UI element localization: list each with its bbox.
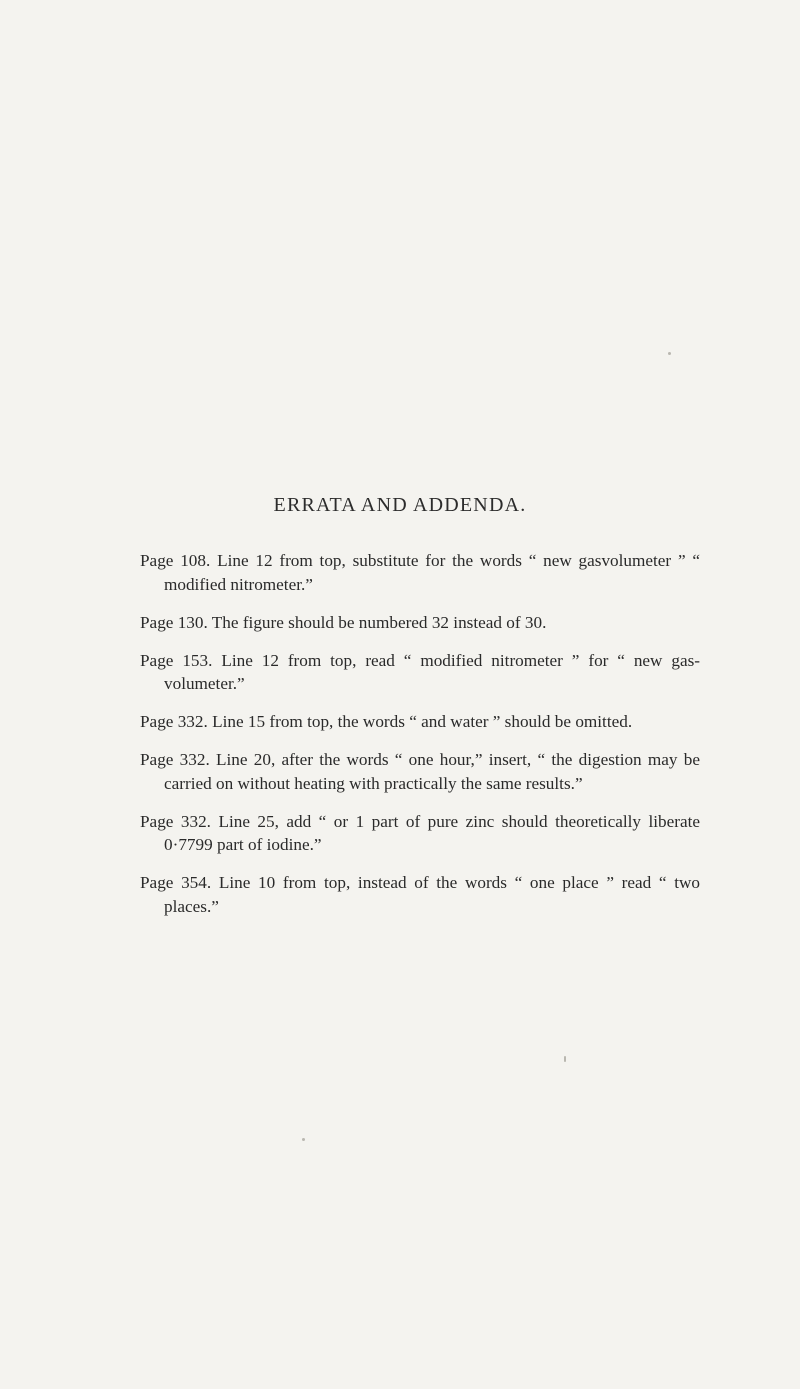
entry-page-ref: Page 332. bbox=[140, 811, 211, 831]
entry-text: Line 15 from top, the words “ and water ” should be omitted. bbox=[212, 712, 633, 731]
entry-page-ref: Page 153. bbox=[140, 650, 213, 670]
errata-entry bbox=[140, 611, 700, 635]
entry-page-ref: Page 130. bbox=[140, 612, 208, 632]
entry-page-ref: Page 108. bbox=[140, 551, 211, 570]
paper-speck bbox=[564, 1056, 566, 1062]
entry-text: Line 12 from top, read “ modified nitrometer ” for “ new gas-volumeter.” bbox=[164, 650, 701, 693]
entry-text: Line 25, add “ or 1 part of pure zinc should theoretically liberate 0·7799 part of iodine.” bbox=[164, 811, 700, 854]
entry-text: Line 20, after the words “ one hour,” insert, “ the digestion may be carried on without heating with practically the same results.” bbox=[164, 750, 700, 793]
errata-entry bbox=[140, 871, 700, 918]
errata-entry bbox=[140, 810, 700, 857]
entry-page-ref: Page 332. bbox=[140, 712, 208, 731]
errata-entry bbox=[140, 649, 700, 696]
errata-entry bbox=[140, 710, 700, 734]
errata-entry bbox=[140, 549, 700, 596]
paper-speck bbox=[302, 1138, 305, 1141]
entry-text: Line 10 from top, instead of the words “ one place ” read “ two places.” bbox=[164, 873, 700, 916]
entry-page-ref: Page 332. bbox=[140, 750, 210, 769]
errata-list bbox=[140, 549, 700, 933]
entry-text: The figure should be numbered 32 instead of 30. bbox=[211, 612, 547, 632]
errata-entry bbox=[140, 748, 700, 795]
page-title: ERRATA AND ADDENDA. bbox=[273, 494, 527, 516]
entry-text: Line 12 from top, substitute for the words “ new gasvolumeter ” “ modified nitrometer.” bbox=[164, 551, 700, 594]
entry-page-ref: Page 354. bbox=[140, 873, 212, 892]
paper-speck bbox=[668, 352, 671, 355]
